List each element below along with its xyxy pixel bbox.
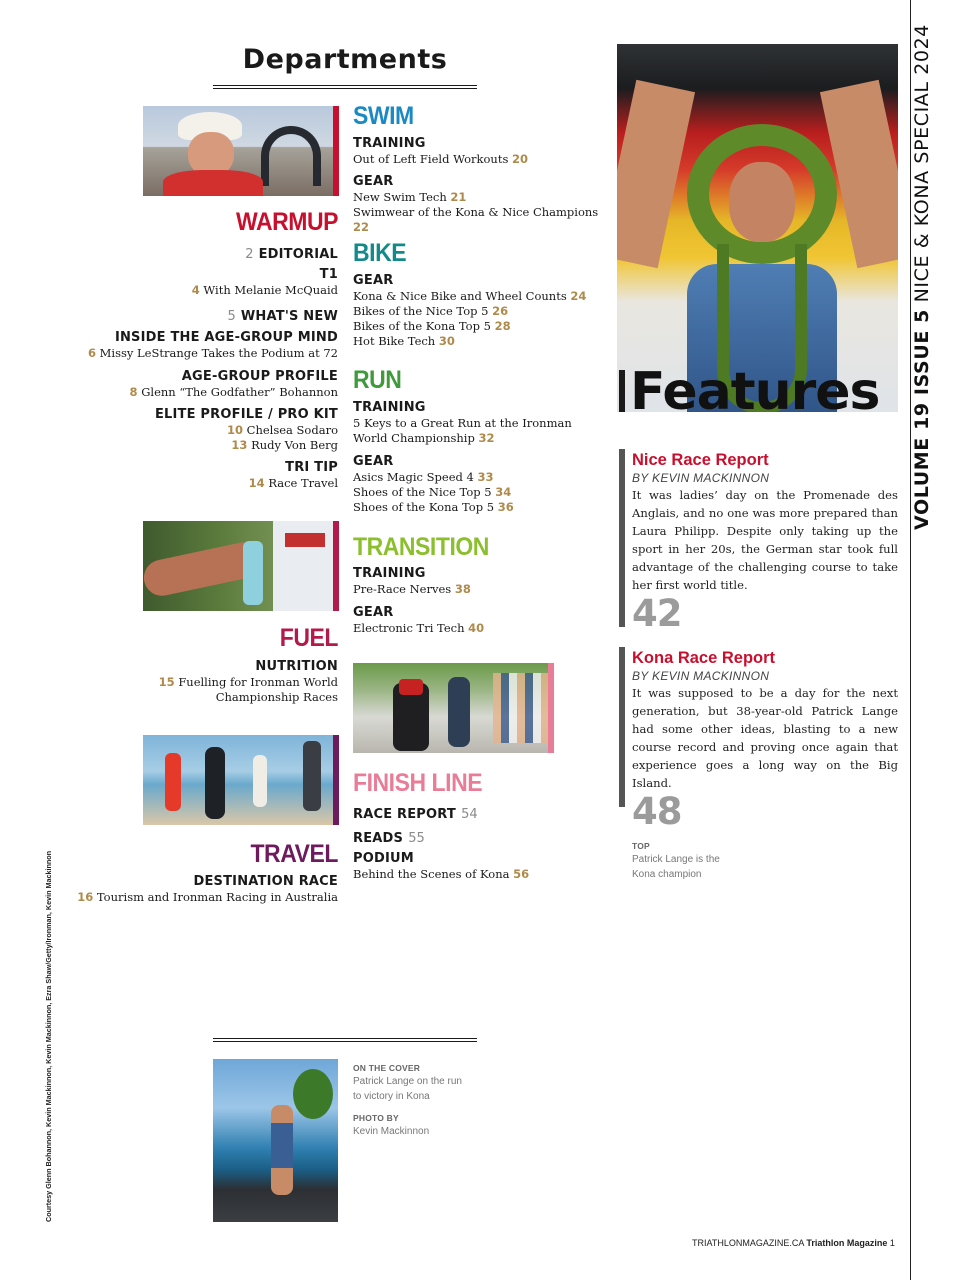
run-gear-item-1: Asics Magic Speed 4 (353, 470, 474, 484)
cover-caption (353, 1062, 503, 1139)
nutrition-label: NUTRITION (255, 659, 338, 674)
finish-line-photo (353, 663, 548, 753)
fuel-section (138, 626, 338, 651)
departments-rule (213, 85, 477, 89)
top-caption-line1: Patrick Lange is the (632, 854, 720, 865)
transition-training-page: 38 (454, 582, 471, 596)
run-gear-label: GEAR (353, 454, 394, 469)
cover-line2: to victory in Kona (353, 1091, 430, 1102)
travel-photo (143, 735, 338, 825)
cover-label: ON THE COVER (353, 1063, 421, 1073)
transition-training-entry[interactable] (353, 566, 613, 597)
feature-1-body: It was ladies’ day on the Promenade des Anglais, and no one was more prepared than Laura Philipp. Despite only taking up the sport in her 20s, the German star took full advantage of the challenging course to take her first world title. (632, 488, 898, 592)
run-training-entry[interactable] (353, 400, 613, 446)
warmup-heading[interactable]: WARMUP (235, 208, 338, 236)
feature-2-body: It was supposed to be a day for the next generation, but 38-year-old Patrick Lange had some other ideas, blasting to a new course record and proving once again that experience goes a long way on the Big Island. (632, 686, 898, 790)
age-group-mind-page: 6 (87, 346, 96, 360)
t1-item: With Melanie McQuaid (203, 283, 338, 297)
spine-issue-text (912, 24, 932, 530)
top-caption-label: TOP (632, 841, 650, 851)
tri-tip-page: 14 (248, 476, 265, 490)
travel-heading[interactable]: TRAVEL (250, 840, 338, 868)
bike-gear-page-4: 30 (438, 334, 455, 348)
transition-gear-item: Electronic Tri Tech (353, 621, 465, 635)
feature-2-page: 48 (632, 790, 682, 833)
bike-gear-item-4: Hot Bike Tech (353, 334, 436, 348)
travel-color-strip (333, 735, 339, 825)
cover-photo-credit: Kevin Mackinnon (353, 1126, 430, 1137)
swim-gear-page-1: 21 (450, 190, 467, 204)
bike-gear-page-2: 26 (492, 304, 509, 318)
bike-gear-item-2: Bikes of the Nice Top 5 (353, 304, 489, 318)
nutrition-entry[interactable] (58, 659, 338, 705)
t1-label: T1 (319, 267, 338, 282)
transition-heading[interactable]: TRANSITION (353, 533, 489, 561)
transition-gear-page: 40 (468, 621, 485, 635)
bike-heading[interactable]: BIKE (353, 239, 407, 267)
tri-tip-item: Race Travel (268, 476, 338, 490)
features-title: Features (630, 362, 880, 422)
bike-gear-item-3: Bikes of the Kona Top 5 (353, 319, 491, 333)
bike-gear-page-3: 28 (494, 319, 511, 333)
run-training-item-line2: World Championship (353, 431, 475, 445)
nutrition-page: 15 (158, 675, 175, 689)
tri-tip-label: TRI TIP (285, 460, 338, 475)
page-footer (692, 1238, 895, 1248)
podium-page: 56 (513, 867, 530, 881)
travel-section (138, 842, 338, 867)
bike-gear-item-1: Kona & Nice Bike and Wheel Counts (353, 289, 567, 303)
fuel-color-strip (333, 521, 339, 611)
elite-profile-item-2: Rudy Von Berg (251, 438, 338, 452)
run-gear-page-1: 33 (477, 470, 494, 484)
swim-training-item: Out of Left Field Workouts (353, 152, 509, 166)
warmup-photo (143, 106, 338, 196)
swim-section (353, 104, 603, 129)
reads-page: 55 (408, 831, 425, 846)
swim-gear-page-2: 22 (353, 220, 370, 234)
run-gear-page-2: 34 (495, 485, 512, 499)
elite-profile-label: ELITE PROFILE / PRO KIT (154, 407, 338, 422)
run-training-item-line1: 5 Keys to a Great Run at the Ironman (353, 416, 572, 430)
podium-entry[interactable] (353, 851, 613, 882)
cover-photo (213, 1059, 338, 1222)
swim-training-entry[interactable] (353, 136, 613, 167)
warmup-section (138, 210, 338, 235)
run-gear-item-2: Shoes of the Nice Top 5 (353, 485, 492, 499)
bike-section (353, 241, 603, 266)
cover-line1: Patrick Lange on the run (353, 1076, 462, 1087)
whats-new-label: WHAT'S NEW (240, 309, 338, 324)
spine-special: NICE & KONA SPECIAL 2024 (911, 24, 933, 310)
transition-training-label: TRAINING (353, 566, 426, 581)
swim-gear-entry[interactable] (353, 174, 613, 235)
destination-race-label: DESTINATION RACE (193, 874, 338, 889)
feature-2-byline: BY KEVIN MACKINNON (632, 669, 770, 683)
podium-label: PODIUM (353, 851, 414, 866)
age-group-profile-entry[interactable] (58, 369, 338, 400)
elite-profile-page-1: 10 (226, 423, 243, 437)
age-group-profile-page: 8 (129, 385, 138, 399)
reads-entry[interactable] (353, 827, 613, 847)
swim-heading[interactable]: SWIM (353, 102, 414, 130)
features-bar (619, 370, 625, 412)
swim-training-page: 20 (512, 152, 529, 166)
editorial-entry[interactable] (78, 243, 338, 263)
elite-profile-item-1: Chelsea Sodaro (246, 423, 338, 437)
tri-tip-entry[interactable] (58, 460, 338, 491)
whats-new-entry[interactable] (78, 305, 338, 325)
age-group-mind-entry[interactable] (58, 330, 338, 361)
cover-photo-label: PHOTO BY (353, 1113, 399, 1123)
photo-credits: Courtesy Glenn Bohannon, Kevin Mackinnon, Kevin Mackinnon, Ezra Shaw/Getty/Ironman, Kevin Mackinnon (44, 850, 53, 1222)
feature-1-title[interactable]: Nice Race Report (632, 451, 769, 469)
transition-training-item: Pre-Race Nerves (353, 582, 452, 596)
feature-kona-race-report[interactable] (632, 648, 898, 832)
run-training-label: TRAINING (353, 400, 426, 415)
finish-line-color-strip (548, 663, 554, 753)
run-gear-item-3: Shoes of the Kona Top 5 (353, 500, 495, 514)
destination-race-page: 16 (77, 890, 94, 904)
destination-race-item: Tourism and Ironman Racing in Australia (96, 890, 338, 904)
top-caption-line2: Kona champion (632, 869, 702, 880)
elite-profile-entry[interactable] (58, 407, 338, 453)
age-group-mind-label: INSIDE THE AGE-GROUP MIND (114, 330, 338, 345)
t1-entry[interactable] (78, 267, 338, 298)
footer-magazine: Triathlon Magazine (806, 1238, 888, 1248)
run-gear-entry[interactable] (353, 454, 613, 515)
features-photo (617, 44, 898, 412)
swim-gear-item-2: Swimwear of the Kona & Nice Champions (353, 205, 599, 219)
finish-line-heading[interactable]: FINISH LINE (353, 769, 483, 797)
warmup-color-strip (333, 106, 339, 196)
race-report-label: RACE REPORT (353, 807, 456, 822)
run-section (353, 368, 603, 393)
fuel-photo (143, 521, 338, 611)
departments-title: Departments (242, 44, 448, 75)
swim-gear-label: GEAR (353, 174, 394, 189)
editorial-label: EDITORIAL (258, 247, 338, 262)
top-photo-caption (632, 840, 772, 882)
run-gear-page-3: 36 (497, 500, 514, 514)
bike-gear-page-1: 24 (570, 289, 587, 303)
footer-page-number: 1 (889, 1238, 895, 1248)
swim-training-label: TRAINING (353, 136, 426, 151)
editorial-page: 2 (245, 247, 254, 262)
transition-gear-entry[interactable] (353, 605, 613, 636)
age-group-profile-item: Glenn “The Godfather” Bohannon (141, 385, 338, 399)
feature-1-byline: BY KEVIN MACKINNON (632, 471, 770, 485)
podium-item: Behind the Scenes of Kona (353, 867, 510, 881)
swim-gear-item-1: New Swim Tech (353, 190, 447, 204)
whats-new-page: 5 (227, 309, 236, 324)
destination-race-entry[interactable] (38, 874, 338, 905)
feature-2-title[interactable]: Kona Race Report (632, 649, 776, 667)
feature-2-bar (619, 647, 625, 807)
race-report-entry[interactable] (353, 803, 613, 823)
feature-nice-race-report[interactable] (632, 450, 898, 634)
bike-gear-label: GEAR (353, 273, 394, 288)
bike-gear-entry[interactable] (353, 273, 613, 349)
cover-rule (213, 1038, 477, 1042)
age-group-profile-label: AGE-GROUP PROFILE (181, 369, 338, 384)
spine-volume-issue: VOLUME 19 ISSUE 5 (911, 309, 933, 530)
transition-gear-label: GEAR (353, 605, 394, 620)
run-heading[interactable]: RUN (353, 366, 402, 394)
footer-site[interactable]: TRIATHLONMAGAZINE.CA (692, 1238, 804, 1248)
transition-section (353, 535, 603, 560)
t1-page: 4 (191, 283, 200, 297)
race-report-page: 54 (461, 807, 478, 822)
fuel-heading[interactable]: FUEL (279, 624, 338, 652)
reads-label: READS (353, 831, 404, 846)
age-group-mind-item: Missy LeStrange Takes the Podium at 72 (99, 346, 338, 360)
finish-line-section (353, 771, 603, 796)
feature-1-page: 42 (632, 592, 682, 635)
run-training-page: 32 (478, 431, 495, 445)
feature-1-bar (619, 449, 625, 627)
nutrition-item-line1: Fuelling for Ironman World (178, 675, 338, 689)
elite-profile-page-2: 13 (231, 438, 248, 452)
nutrition-item-line2: Championship Races (215, 690, 338, 704)
